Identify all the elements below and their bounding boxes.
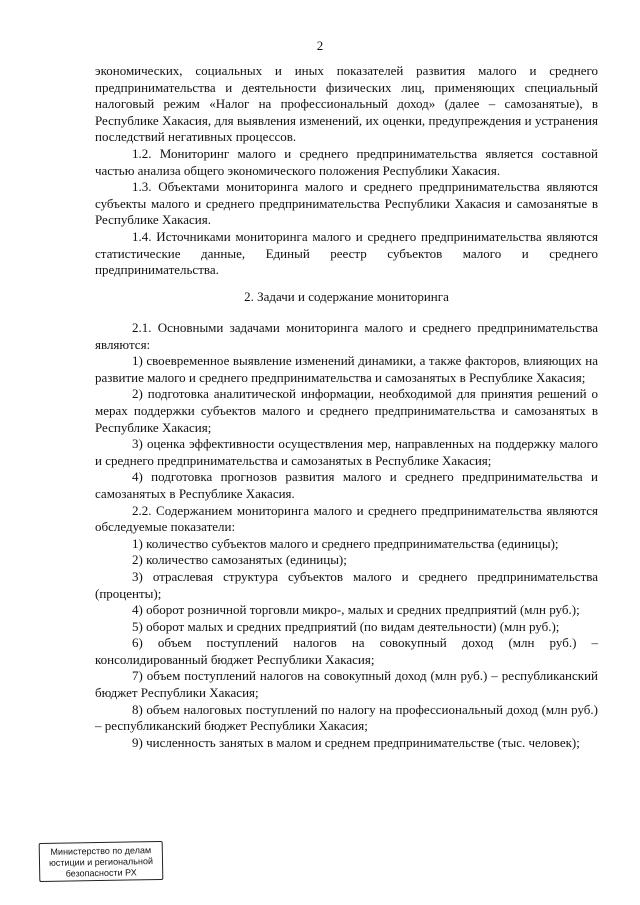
section-1-continuation — [95, 63, 598, 279]
task-item-2: 2) подготовка аналитической информации, необходимой для принятия решений о мерах поддержки субъектов малого и среднего предпринимательства и самозанятых в Республике Хакасия; — [95, 386, 598, 435]
task-item-4: 4) подготовка прогнозов развития малого и среднего предпринимательства и самозанятых в Республике Хакасия. — [95, 469, 598, 501]
stamp-line-1: Министерство по делам — [50, 845, 152, 857]
section-2-heading: 2. Задачи и содержание мониторинга — [244, 289, 449, 304]
paragraph-1-4: 1.4. Источниками мониторинга малого и среднего предпринимательства являются статистические данные, Единый реестр субъектов малого и среднего предпринимательства. — [95, 228, 598, 278]
task-item-1: 1) своевременное выявление изменений динамики, а также факторов, влияющих на развитие малого и среднего предпринимательства и самозанятых в Республике Хакасия; — [95, 353, 598, 385]
stamp-line-2: юстиции и региональной — [48, 856, 154, 868]
indicator-item-5: 5) оборот малых и средних предприятий (по видам деятельности) (млн руб.); — [132, 618, 560, 634]
paragraph-2-1: 2.1. Основными задачами мониторинга малого и среднего предпринимательства являются: — [95, 320, 598, 352]
indicator-item-8: 8) объем налоговых поступлений по налогу на профессиональный доход (млн руб.) – республиканский бюджет Республики Хакасия; — [95, 701, 598, 734]
indicator-item-1: 1) количество субъектов малого и среднего предпринимательства (единицы); — [132, 535, 559, 551]
task-item-3: 3) оценка эффективности осуществления мер, направленных на поддержку малого и среднего предпринимательства и самозанятых в Республике Хакасия; — [95, 436, 598, 468]
indicator-item-4: 4) оборот розничной торговли микро-, малых и средних предприятий (млн руб.); — [132, 602, 580, 618]
stamp-line-3: безопасности РХ — [65, 867, 137, 879]
indicator-item-3: 3) отраслевая структура субъектов малого и среднего предпринимательства (проценты); — [95, 568, 598, 601]
page-number: 2 — [316, 38, 324, 53]
indicator-item-2: 2) количество самозанятых (единицы); — [132, 552, 347, 568]
paragraph-1-2: 1.2. Мониторинг малого и среднего предпринимательства является составной частью анализа общего экономического положения Республики Хакасия. — [95, 145, 598, 178]
paragraph-1-1-continuation: экономических, социальных и иных показателей развития малого и среднего предпринимательства и деятельности физических лиц, применяющих специальный налоговый режим «Налог на профессиональный доход» (далее – самозанятые), в Республике Хакасия, для выявления изменений, их оценки, предупреждения и устранения последствий негативных процессов. — [95, 63, 598, 145]
section-2-body — [95, 320, 598, 751]
paragraph-2-2: 2.2. Содержанием мониторинга малого и среднего предпринимательства являются обследуемые показатели: — [95, 502, 598, 535]
indicator-item-7: 7) объем поступлений налогов на совокупный доход (млн руб.) – республиканский бюджет Республики Хакасия; — [95, 668, 598, 701]
indicator-item-6: 6) объем поступлений налогов на совокупный доход (млн руб.) – консолидированный бюджет Республики Хакасия; — [95, 635, 598, 667]
paragraph-1-3: 1.3. Объектами мониторинга малого и среднего предпринимательства являются субъекты малого и среднего предпринимательства Республики Хакасия и самозанятые в Республике Хакасия. — [95, 179, 598, 228]
ministry-stamp — [39, 841, 164, 882]
indicator-item-9: 9) численность занятых в малом и среднем предпринимательстве (тыс. человек); — [132, 734, 580, 750]
